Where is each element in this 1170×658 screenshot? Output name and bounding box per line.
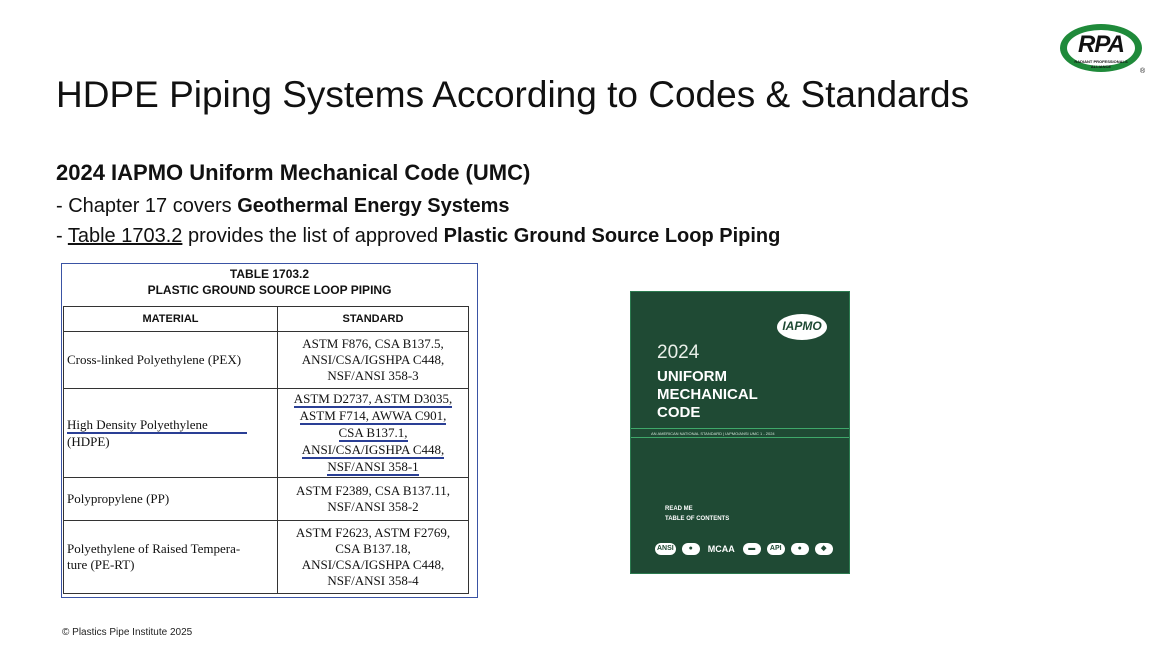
standard-line: ASTM F2389, CSA B137.11, — [295, 483, 451, 498]
header-material: MATERIAL — [64, 307, 278, 332]
book-title — [657, 368, 758, 422]
partner-emblem-icon: ◆ — [815, 543, 833, 555]
book-title-line: CODE — [657, 404, 701, 421]
standard-line-underlined: NSF/ANSI 358-1 — [327, 458, 419, 474]
api-logo-icon: API — [767, 543, 785, 555]
table-link[interactable]: Table 1703.2 — [67, 225, 183, 247]
book-year: 2024 — [657, 342, 700, 363]
standard-line: CSA B137.18, — [335, 541, 411, 556]
standard-line-underlined: CSA B137.1, — [338, 424, 408, 440]
material-text: Cross-linked Polyethylene (PEX) — [67, 352, 242, 367]
book-read-me — [665, 504, 729, 524]
standard-cell — [278, 478, 469, 521]
logo-registered-mark: ® — [1140, 68, 1146, 75]
slide-title: HDPE Piping Systems According to Codes & Standards — [56, 74, 970, 115]
bullet-chapter-17 — [56, 195, 510, 218]
mcaa-logo-icon: MCAA — [707, 544, 735, 554]
material-line-underlined: High Density Polyethylene — [67, 418, 247, 434]
book-divider — [631, 428, 849, 429]
copyright-footer: © Plastics Pipe Institute 2025 — [62, 627, 193, 638]
logo-subtext: RADIANT PROFESSIONALS ALLIANCE — [1074, 59, 1128, 69]
material-text — [67, 417, 247, 450]
material-line: (HDPE) — [67, 433, 110, 449]
bullet-2-text: provides the list of approved — [182, 225, 444, 247]
standard-line — [280, 391, 466, 408]
standard-line-underlined: ASTM D2737, ASTM D3035, — [293, 390, 453, 406]
material-cell — [64, 332, 278, 389]
table-row — [64, 389, 469, 478]
toc-text: TABLE OF CONTENTS — [665, 516, 730, 522]
bullet-2-bold: Plastic Ground Source Loop Piping — [443, 225, 781, 247]
read-me-text: READ ME — [665, 506, 693, 512]
umc-book-cover — [630, 291, 850, 574]
table-title-line-1: TABLE 1703.2 — [229, 267, 310, 281]
header-standard: STANDARD — [278, 307, 469, 332]
standard-line: ASTM F2623, ASTM F2769, — [295, 525, 451, 540]
ansi-logo-icon: ANSI — [655, 543, 676, 555]
standard-line: NSF/ANSI 358-3 — [327, 368, 419, 383]
table-title — [62, 266, 477, 298]
standard-line: ANSI/CSA/IGSHPA C448, — [301, 557, 445, 572]
partner-badge-icon: ▬ — [743, 543, 761, 555]
book-title-line: MECHANICAL — [657, 386, 758, 403]
partner-seal-icon: ● — [791, 543, 809, 555]
standards-table — [63, 306, 469, 594]
material-line: Polyethylene of Raised Tempera- — [67, 541, 241, 556]
standard-line: ASTM F876, CSA B137.5, — [302, 336, 444, 351]
iapmo-logo-text: IAPMO — [782, 319, 822, 333]
standard-cell — [278, 332, 469, 389]
material-cell — [64, 389, 278, 478]
table-row — [64, 521, 469, 594]
bullet-2-dash: - — [56, 225, 68, 247]
bullet-1-text: - Chapter 17 covers — [56, 195, 238, 217]
material-cell — [64, 478, 278, 521]
table-row — [64, 478, 469, 521]
book-divider — [631, 437, 849, 438]
material-cell — [64, 521, 278, 594]
bullet-1-bold: Geothermal Energy Systems — [237, 195, 510, 217]
standard-line — [280, 425, 466, 442]
book-title-line: UNIFORM — [657, 368, 727, 385]
partner-logos — [655, 542, 833, 556]
standard-line — [280, 442, 466, 459]
standard-line: NSF/ANSI 358-2 — [327, 499, 419, 514]
standard-cell — [278, 389, 469, 478]
standard-line: NSF/ANSI 358-4 — [327, 573, 419, 588]
partner-seal-icon: ● — [682, 543, 700, 555]
standard-cell — [278, 521, 469, 594]
material-text: Polypropylene (PP) — [67, 491, 170, 506]
book-standard-line: AN AMERICAN NATIONAL STANDARD | IAPMO/ANSI UMC 1 - 2024 — [651, 431, 775, 436]
bullet-table-ref — [56, 225, 780, 248]
rpa-logo — [1060, 24, 1144, 76]
table-1703-2-image — [61, 263, 478, 598]
table-header-row — [64, 307, 469, 332]
section-heading: 2024 IAPMO Uniform Mechanical Code (UMC) — [56, 160, 531, 185]
standard-line-underlined: ASTM F714, AWWA C901, — [299, 407, 447, 423]
standard-line-underlined: ANSI/CSA/IGSHPA C448, — [301, 441, 445, 457]
standard-line: ANSI/CSA/IGSHPA C448, — [301, 352, 445, 367]
iapmo-logo — [777, 314, 827, 340]
material-line: ture (PE-RT) — [67, 557, 135, 572]
standard-line — [280, 408, 466, 425]
table-title-line-2: PLASTIC GROUND SOURCE LOOP PIPING — [147, 283, 392, 297]
table-row — [64, 332, 469, 389]
logo-text: RPA — [1078, 31, 1124, 58]
standard-line — [280, 459, 466, 476]
